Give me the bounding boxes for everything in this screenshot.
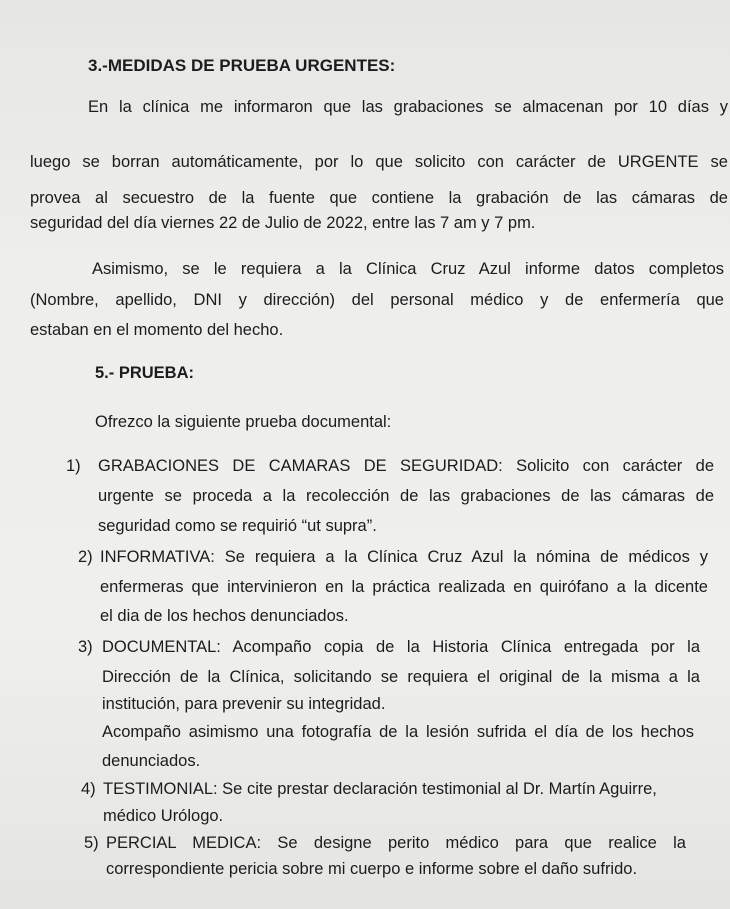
item-3-line-1: DOCUMENTAL: Acompaño copia de la Historia Clínica entregada por la bbox=[102, 638, 700, 656]
item-4-line-2: médico Urólogo. bbox=[103, 807, 224, 825]
section-3-p2-line-2: (Nombre, apellido, DNI y dirección) del personal médico y de enfermería que bbox=[30, 291, 724, 309]
item-5-number: 5) bbox=[84, 834, 99, 852]
item-2-number: 2) bbox=[78, 548, 93, 566]
item-3-line-2: Dirección de la Clínica, solicitando se requiera el original de la misma a la bbox=[102, 668, 700, 686]
item-5-line-1: PERCIAL MEDICA: Se designe perito médico para que realice la bbox=[106, 834, 686, 852]
section-3-p2-line-3: estaban en el momento del hecho. bbox=[30, 321, 284, 339]
item-5-line-2: correspondiente pericia sobre mi cuerpo e informe sobre el daño sufrido. bbox=[106, 860, 638, 878]
item-1-line-1: GRABACIONES DE CAMARAS DE SEGURIDAD: Solicito con carácter de bbox=[98, 457, 714, 475]
item-1-line-3: seguridad como se requirió “ut supra”. bbox=[98, 517, 377, 535]
section-3-p2-line-1: Asimismo, se le requiera a la Clínica Cruz Azul informe datos completos bbox=[92, 260, 724, 278]
item-3-number: 3) bbox=[78, 638, 93, 656]
item-2-line-2: enfermeras que intervinieron en la práctica realizada en quirófano a la dicente bbox=[100, 578, 708, 596]
item-2-line-1: INFORMATIVA: Se requiera a la Clínica Cruz Azul la nómina de médicos y bbox=[100, 548, 708, 566]
section-3-p1-line-3: provea al secuestro de la fuente que contiene la grabación de las cámaras de bbox=[30, 189, 728, 207]
section-5-intro: Ofrezco la siguiente prueba documental: bbox=[95, 413, 392, 431]
item-3-line-3: institución, para prevenir su integridad. bbox=[102, 695, 386, 713]
section-3-p1-line-1: En la clínica me informaron que las grabaciones se almacenan por 10 días y bbox=[88, 98, 728, 116]
item-4-number: 4) bbox=[81, 780, 96, 798]
item-3-line-4: Acompaño asimismo una fotografía de la lesión sufrida el día de los hechos bbox=[102, 723, 694, 741]
item-1-number: 1) bbox=[66, 457, 81, 475]
item-4-line-1: TESTIMONIAL: Se cite prestar declaración testimonial al Dr. Martín Aguirre, bbox=[103, 780, 657, 798]
section-5-heading: 5.- PRUEBA: bbox=[95, 364, 195, 382]
section-3-p1-line-2: luego se borran automáticamente, por lo que solicito con carácter de URGENTE se bbox=[30, 153, 728, 171]
section-3-heading: 3.-MEDIDAS DE PRUEBA URGENTES: bbox=[88, 56, 396, 75]
section-3-p1-line-4: seguridad del día viernes 22 de Julio de 2022, entre las 7 am y 7 pm. bbox=[30, 214, 536, 232]
item-1-line-2: urgente se proceda a la recolección de las grabaciones de las cámaras de bbox=[98, 487, 714, 505]
item-3-line-5: denunciados. bbox=[102, 752, 201, 770]
item-2-line-3: el dia de los hechos denunciados. bbox=[100, 607, 349, 625]
